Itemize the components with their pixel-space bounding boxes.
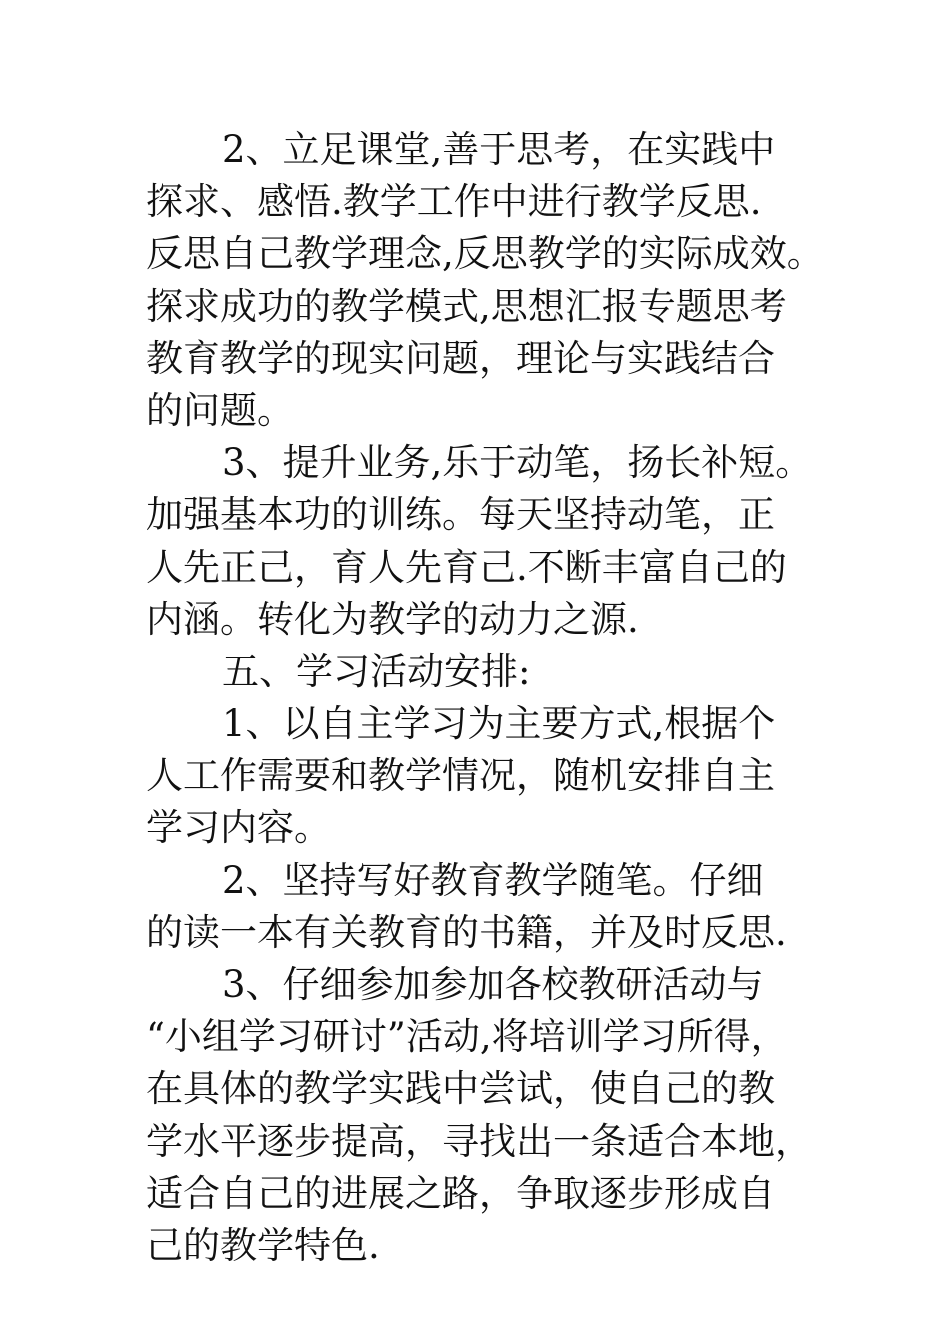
paragraph-2 [146, 437, 836, 646]
paragraph-line: 己的教学特色. [146, 1223, 380, 1267]
paragraph-line: 加强基本功的训练。每天坚持动笔，正 [146, 493, 775, 537]
section-heading [146, 646, 836, 698]
paragraph-line: 学习内容。 [146, 806, 331, 850]
paragraph-line: 2、立足课堂,善于思考，在实践中 [222, 128, 776, 171]
paragraph-line: 反思自己教学理念,反思教学的实际成效。 [146, 232, 824, 276]
paragraph-line: 人先正己，育人先育己.不断丰富自己的 [146, 545, 787, 589]
paragraph-line: 的读一本有关教育的书籍，并及时反思. [146, 910, 787, 954]
paragraph-line: 3、仔细参加参加各校教研活动与 [222, 963, 764, 1006]
document-body [146, 124, 836, 1272]
paragraph-line: 适合自己的进展之路，争取逐步形成自 [146, 1171, 775, 1215]
paragraph-line: 教育教学的现实问题，理论与实践结合 [146, 336, 775, 380]
paragraph-5 [146, 855, 836, 959]
paragraph-line: 在具体的教学实践中尝试，使自己的教 [146, 1067, 775, 1111]
paragraph-line: “小组学习研讨”活动,将培训学习所得， [146, 1015, 788, 1059]
paragraph-line: 3、提升业务,乐于动笔，扬长补短。 [222, 441, 813, 485]
paragraph-line: 学水平逐步提高，寻找出一条适合本地， [146, 1119, 812, 1163]
paragraph-line: 探求成功的教学模式,思想汇报专题思考 [146, 284, 787, 328]
paragraph-line: 人工作需要和教学情况，随机安排自主 [146, 754, 775, 798]
paragraph-4 [146, 698, 836, 855]
paragraph-line: 2、坚持写好教育教学随笔。仔细 [222, 858, 764, 902]
paragraph-6 [146, 959, 836, 1272]
paragraph-line: 的问题。 [146, 388, 294, 432]
paragraph-line: 内涵。转化为教学的动力之源. [146, 597, 639, 641]
paragraph-line: 探求、感悟.教学工作中进行教学反思. [146, 180, 762, 224]
paragraph-1 [146, 124, 836, 437]
paragraph-line: 1、以自主学习为主要方式,根据个 [222, 702, 776, 746]
section-heading-text: 五、学习活动安排: [222, 649, 531, 693]
